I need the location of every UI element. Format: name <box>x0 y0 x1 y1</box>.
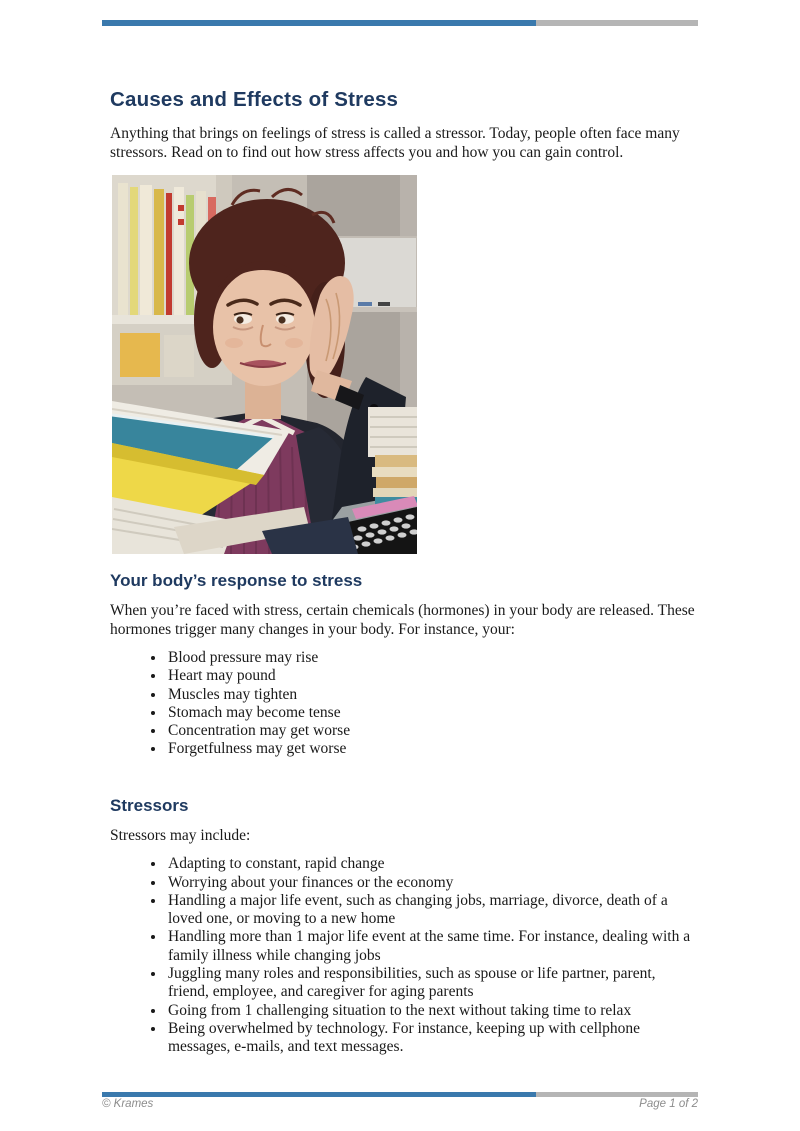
top-rule-blue-segment <box>102 20 536 26</box>
footer-rule-gray-segment <box>536 1092 698 1097</box>
list-item: • Handling a major life event, such as changing jobs, marriage, divorce, death of a loved one, or moving to a new home <box>166 892 698 929</box>
list-item: • Forgetfulness may get worse <box>166 740 698 758</box>
intro-paragraph: Anything that brings on feelings of stress is called a stressor. Today, people often face many stressors. Read on to find out how stress affects you and how you can gain control. <box>110 125 680 161</box>
list-item: • Muscles may tighten <box>166 686 698 704</box>
body-response-list <box>110 649 698 759</box>
page-indicator: Page 1 of 2 <box>639 1098 698 1110</box>
section-intro: When you’re faced with stress, certain chemicals (hormones) in your body are released. These hormones trigger many changes in your body. For instance, your: <box>110 602 695 638</box>
stressors-list <box>110 855 698 1056</box>
footer-rule-blue-segment <box>102 1092 536 1097</box>
section-stressors <box>110 795 698 1057</box>
copyright-text: © Krames <box>102 1098 154 1110</box>
list-item: • Juggling many roles and responsibilities, such as spouse or life partner, parent, friend, employee, and caregiver for aging parents <box>166 965 698 1002</box>
list-item: • Concentration may get worse <box>166 722 698 740</box>
list-item: • Blood pressure may rise <box>166 649 698 667</box>
section-heading: Your body’s response to stress <box>110 571 363 590</box>
list-item: • Going from 1 challenging situation to the next without taking time to relax <box>166 1002 698 1020</box>
page-title: Causes and Effects of Stress <box>110 88 399 111</box>
section-body-response <box>110 570 698 759</box>
top-rule-bar <box>102 20 698 26</box>
document-body <box>110 88 698 1057</box>
list-item: • Worrying about your finances or the economy <box>166 874 698 892</box>
top-rule-gray-segment <box>536 20 698 26</box>
section-heading: Stressors <box>110 795 189 815</box>
section-intro: Stressors may include: <box>110 826 251 844</box>
list-item: • Stomach may become tense <box>166 704 698 722</box>
footer-rule-bar <box>102 1092 698 1097</box>
list-item: • Adapting to constant, rapid change <box>166 855 698 873</box>
stressed-woman-photo <box>112 175 417 554</box>
list-item: • Heart may pound <box>166 667 698 685</box>
list-item: • Being overwhelmed by technology. For instance, keeping up with cellphone messages, e-mails, and text messages. <box>166 1020 698 1057</box>
footer <box>102 1098 698 1110</box>
list-item: • Handling more than 1 major life event at the same time. For instance, dealing with a family illness while changing jobs <box>166 928 698 965</box>
